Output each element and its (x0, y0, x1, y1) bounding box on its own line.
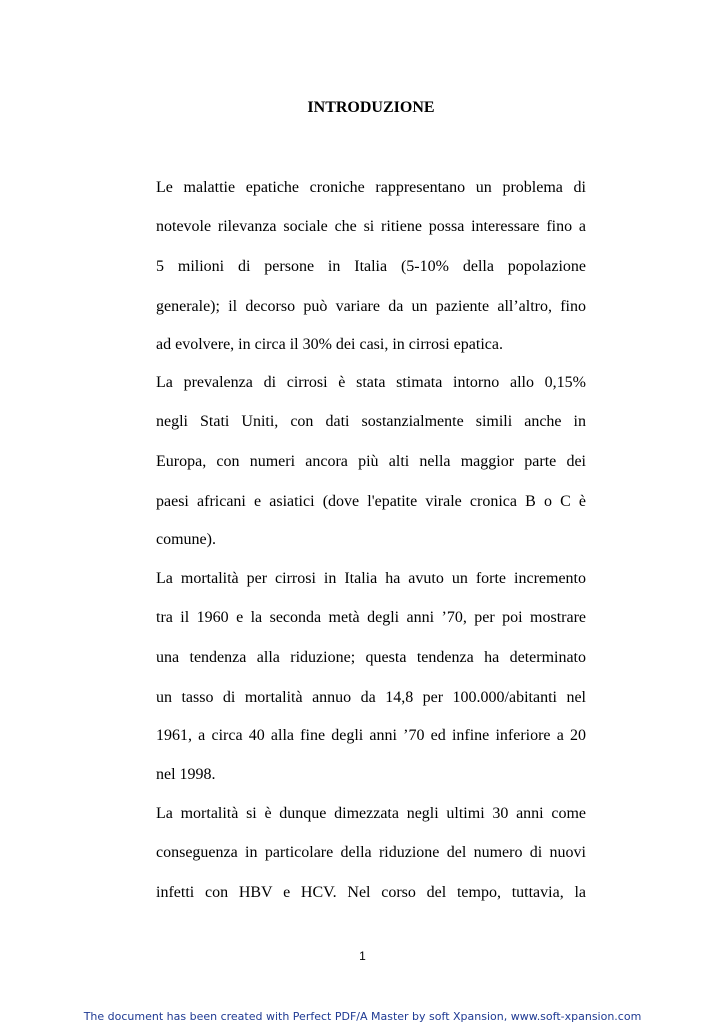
body-line-1: Le malattie epatiche croniche rappresentano un problema di (156, 179, 586, 196)
body-line-7: negli Stati Uniti, con dati sostanzialmente simili anche in (156, 413, 586, 430)
body-line-9: paesi africani e asiatici (dove l'epatite virale cronica B o C è (156, 493, 586, 510)
body-line-11: La mortalità per cirrosi in Italia ha avuto un forte incremento (156, 570, 586, 587)
body-line-14: un tasso di mortalità annuo da 14,8 per 100.000/abitanti nel (156, 689, 586, 706)
body-line-8: Europa, con numeri ancora più alti nella maggior parte dei (156, 453, 586, 470)
body-line-12: tra il 1960 e la seconda metà degli anni ’70, per poi mostrare (156, 609, 586, 626)
body-line-17: La mortalità si è dunque dimezzata negli ultimi 30 anni come (156, 805, 586, 822)
body-line-5: ad evolvere, in circa il 30% dei casi, in cirrosi epatica. (156, 336, 503, 353)
pdf-creator-footer: The document has been created with Perfect PDF/A Master by soft Xpansion, www.soft-xpansion.com (83, 1010, 642, 1023)
body-line-4: generale); il decorso può variare da un paziente all’altro, fino (156, 298, 586, 315)
body-line-18: conseguenza in particolare della riduzione del numero di nuovi (156, 844, 586, 861)
page-number: 1 (359, 949, 366, 963)
body-line-13: una tendenza alla riduzione; questa tendenza ha determinato (156, 649, 586, 666)
body-line-6: La prevalenza di cirrosi è stata stimata intorno allo 0,15% (156, 374, 586, 391)
body-line-15: 1961, a circa 40 alla fine degli anni ’70 ed infine inferiore a 20 (156, 727, 586, 744)
body-line-19: infetti con HBV e HCV. Nel corso del tempo, tuttavia, la (156, 884, 586, 901)
document-heading: INTRODUZIONE (307, 99, 435, 116)
body-line-2: notevole rilevanza sociale che si ritiene possa interessare fino a (156, 218, 586, 235)
body-line-16: nel 1998. (156, 766, 216, 783)
body-line-3: 5 milioni di persone in Italia (5-10% della popolazione (156, 258, 586, 275)
body-line-10: comune). (156, 531, 216, 548)
